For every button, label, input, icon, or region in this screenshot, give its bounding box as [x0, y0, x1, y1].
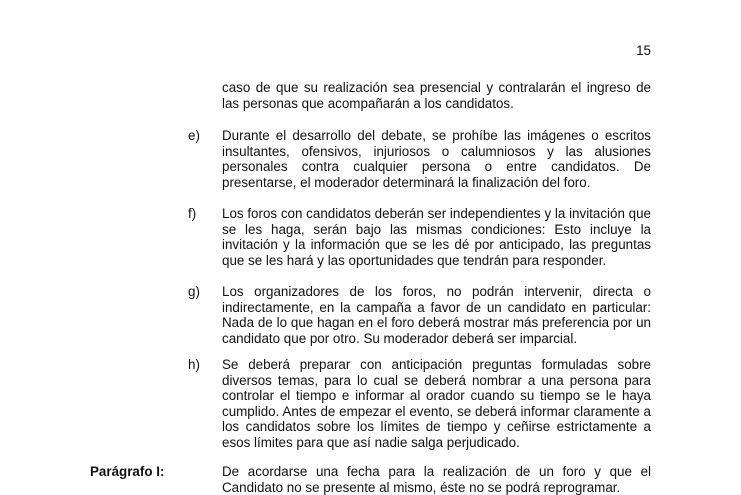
list-item-marker: g): [188, 284, 200, 299]
list-item-marker: h): [188, 357, 200, 372]
list-item-marker: e): [188, 128, 200, 143]
continuation-text: caso de que su realización sea presencial y contralarán el ingreso de las personas que acompañarán a los candidatos.: [222, 80, 651, 111]
list-item-text: Los foros con candidatos deberán ser independientes y la invitación que se les haga, serán bajo las mismas condiciones: Esto incluye la invitación y la información que se les dé por anticipado, las preguntas que se les hará y las oportunidades que tendrán para responder.: [222, 206, 651, 268]
list-item-text: Se deberá preparar con anticipación preguntas formuladas sobre diversos temas, para lo cual se deberá nombrar a una persona para controlar el tiempo e informar al orador cuando su tiempo se le haya cumplido. Antes de empezar el evento, se deberá informar claramente a los candidatos sobre los límites de tiempo y ceñirse estrictamente a esos límites para que así nadie salga perjudicado.: [222, 357, 651, 450]
list-item-text: Durante el desarrollo del debate, se prohíbe las imágenes o escritos insultantes, ofensivos, injuriosos o calumniosos y las alusiones personales contra cualquier persona o entre candidatos. De presentarse, el moderador determinará la finalización del foro.: [222, 128, 651, 190]
paragraph-label: Parágrafo I:: [90, 464, 165, 479]
list-item-marker: f): [188, 206, 197, 221]
list-item-text: Los organizadores de los foros, no podrán intervenir, directa o indirectamente, en la campaña a favor de un candidato en particular: Nada de lo que hagan en el foro deberá mostrar más preferencia por un candidato que por otro. Su moderador deberá ser imparcial.: [222, 284, 651, 346]
page-number: 15: [636, 43, 651, 58]
paragraph-text: De acordarse una fecha para la realización de un foro y que el Candidato no se presente al mismo, éste no se podrá reprogramar.: [222, 464, 651, 495]
